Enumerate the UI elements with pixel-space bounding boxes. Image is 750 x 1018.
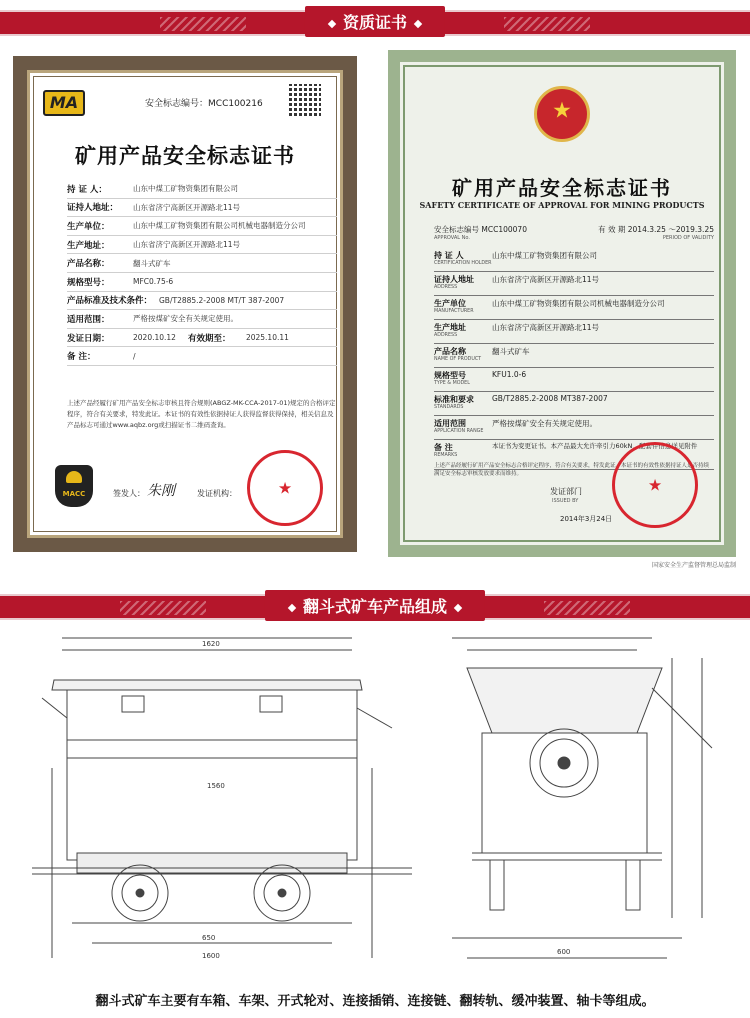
section-banner-certificates [0,10,750,36]
field-row-remark [67,347,337,366]
field-value: 本证书为变更证书。本产品最大允许牵引力60kN，配套件信息详见附件 [492,442,698,450]
certificate-fields [434,248,714,470]
field-value: GB/T2885.2-2008 MT/T 387-2007 [159,295,285,305]
signature: 朱刚 [147,483,175,499]
remark-label: 备 注： [67,352,96,363]
field-row [67,180,337,199]
mine-car-technical-drawing [12,628,738,974]
supervisor-note: 国家安全生产监督管理总局监制 [651,562,736,569]
diamond-icon [414,19,422,27]
issue-date-label: 发证日期： [67,333,110,344]
section-title-box [305,6,445,37]
field-row-dates [67,329,337,348]
field-value: 山东省济宁高新区开源路北11号 [133,202,241,212]
valid-until-date: 2025.10.11 [245,333,289,343]
helmet-icon [66,471,82,483]
field-label: 持 证 人： [67,184,107,195]
field-value: 翻斗式矿车 [133,258,171,268]
certificate-note: 上述产品经履行矿用产品安全标志审核且符合规则(ABGZ-MK-CCA-2017-01)规定的合格评定程序，符合有关要求，特发此证。本证书的有效性依据持证人获得监督获得保持，相关信息及产品标志可通过www.aqbz.org或扫描证书二维码查询。 [67,399,336,429]
field-label: 生产单位： [67,221,110,232]
field-row [434,248,714,272]
national-emblem-icon [534,86,590,142]
field-label: 规格型号 [434,371,466,380]
safety-certificate-2020 [13,56,357,552]
issued-by-en: ISSUED BY [552,498,579,504]
product-caption: 翻斗式矿车主要有车箱、车架、开式轮对、连接插销、连接链、翻转轨、缓冲装置、轴卡等组成。 [95,994,655,1009]
field-label: 规格型号： [67,277,110,288]
field-label: 产品标准及技术条件： [67,296,153,307]
validity-range: 2014.3.25 ～2019.3.25 [627,225,714,234]
approval-label-en: APPROVAL No. [434,235,470,241]
issue-date: 2020.10.12 [133,333,176,343]
field-label-en: MANUFACTURER [434,309,474,314]
field-label: 证持人地址 [434,275,474,284]
dimension-label: 1620 [202,640,220,648]
issue-date: 2014年3月24日 [560,515,613,523]
field-row [434,416,714,440]
official-stamp [247,450,323,526]
field-row [67,199,337,218]
field-label-en: APPLICATION RANGE [434,429,484,434]
serial-label: 安全标志编号： [145,99,209,109]
field-label: 标准和要求 [434,395,474,404]
field-row [434,392,714,416]
field-label: 适用范围： [67,314,110,325]
field-row [434,272,714,296]
diamond-icon [288,603,296,611]
banner-stripes-left [120,601,206,615]
issued-by: 发证部门 [550,487,582,496]
certificate-note: 上述产品经履行矿用产品安全标志合格评定程序，符合有关要求，特发此证。本证书的有效性依据持证人是否持续满足安全标志审核发放要求而维持。 [434,463,710,477]
approval-number: MCC100070 [481,225,527,234]
field-label: 备 注 [434,443,453,452]
official-stamp [612,442,698,528]
field-label: 产品名称 [434,347,466,356]
field-label-en: NAME OF PRODUCT [434,357,482,362]
approval-label: 安全标志编号 [434,225,479,234]
field-row [67,273,337,292]
field-row [67,217,337,236]
field-label: 生产地址 [434,323,466,332]
field-label: 生产地址： [67,240,110,251]
field-value: 山东中煤工矿物资集团有限公司机械电器制造分公司 [133,221,306,231]
field-row [67,236,337,255]
banner-stripes-right [504,17,590,31]
section-title: 翻斗式矿车产品组成 [302,597,448,616]
field-value: MFC0.75-6 [133,277,174,287]
field-value: 山东中煤工矿物资集团有限公司机械电器制造分公司 [492,299,665,308]
field-value: 山东中煤工矿物资集团有限公司 [133,184,238,194]
macc-logo-text: MACC [62,490,86,498]
field-label: 产品名称： [67,259,110,270]
valid-until-label: 有效期至： [187,333,231,344]
field-label-en: REMARKS [434,453,458,458]
certificate-serial [145,96,263,109]
diamond-icon [328,19,336,27]
field-value: 严格按煤矿安全有关规定使用。 [133,314,238,324]
section-title-box [265,590,485,621]
safety-certificate-2014 [388,50,736,557]
field-label-en: STANDARDS [434,405,464,410]
field-value: 山东省济宁高新区开源路北11号 [492,275,600,284]
diamond-icon [454,603,462,611]
dimension-label: 600 [557,948,571,956]
dimension-label: 1560 [207,782,225,790]
field-row [434,344,714,368]
field-value: GB/T2885.2-2008 MT387-2007 [492,394,608,403]
field-label-en: TYPE & MODEL [434,381,470,386]
remark-value: / [133,351,136,361]
certificate-title-cn: 矿用产品安全标志证书 [452,176,672,200]
validity-label: 有 效 期 [598,225,626,234]
certificate-title-en: SAFETY CERTIFICATE OF APPROVAL FOR MINING PRODUCTS [419,200,705,210]
section-banner-components [0,594,750,620]
certificate-title: 矿用产品安全标志证书 [75,143,295,168]
section-title: 资质证书 [342,13,408,32]
field-value: KFU1.0-6 [492,370,527,379]
field-label: 持 证 人 [434,251,464,260]
dimension-label: 1600 [202,952,220,960]
banner-stripes-left [160,17,246,31]
field-value: 山东中煤工矿物资集团有限公司 [492,251,597,260]
field-value: 山东省济宁高新区开源路北11号 [133,240,241,250]
field-row [434,368,714,392]
issuer-label: 发证机构： [197,489,237,498]
signer-label: 签发人： [113,489,145,498]
field-label-en: ADDRESS [434,333,458,338]
star-icon: ★ [552,98,572,124]
field-row [67,254,337,273]
ma-logo: MA [43,90,85,116]
field-value: 山东省济宁高新区开源路北11号 [492,323,600,332]
field-label: 适用范围 [434,419,466,428]
star-icon: ★ [277,478,293,498]
field-row [434,296,714,320]
field-value: 翻斗式矿车 [492,347,530,356]
field-label: 生产单位 [434,299,466,308]
serial-value: MCC100216 [208,99,263,109]
field-row [67,292,337,311]
dimension-label: 650 [202,934,216,942]
banner-stripes-right [544,601,630,615]
field-row [434,320,714,344]
field-value: 严格按煤矿安全有关规定使用。 [492,419,597,428]
certificate-fields [67,180,337,366]
validity-label-en: PERIOD OF VALIDITY [662,235,714,241]
qr-code-pattern [289,84,321,116]
star-icon: ★ [647,475,663,495]
approval-line [434,224,714,241]
field-label: 证持人地址： [67,203,119,214]
field-row [67,310,337,329]
field-label-en: CERTIFICATION HOLDER [434,261,492,266]
field-label-en: ADDRESS [434,285,458,290]
